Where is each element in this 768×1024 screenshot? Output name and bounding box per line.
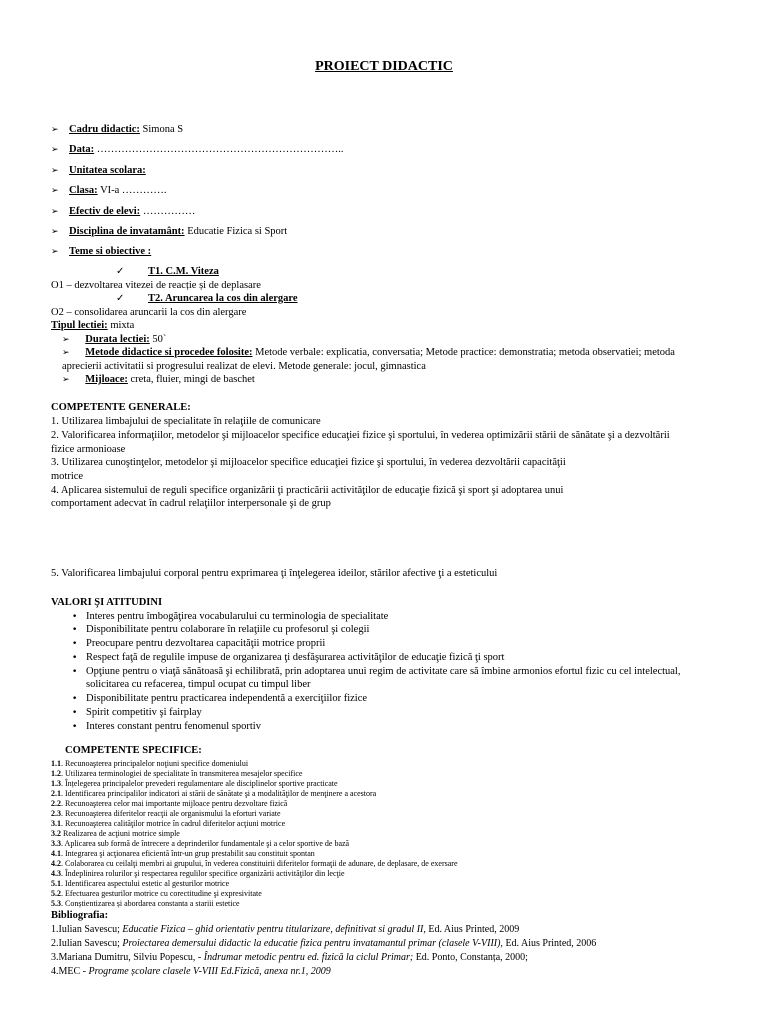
general-competence-line: 3. Utilizarea cunoştinţelor, metodelor şi mijloacelor specifice educaţiei fizice şi sportului, în vederea dezvoltării capacităţii (51, 457, 566, 468)
specific-competences-heading: COMPETENTE SPECIFICE: (65, 745, 202, 756)
theme-2: ✓ T2. Aruncarea la cos din alergare (116, 293, 298, 304)
bullet-icon: • (72, 653, 78, 663)
header-item-clasa: ➢ Clasa: VI-a …………. (51, 185, 167, 196)
arrow-bullet-icon: ➢ (51, 145, 59, 155)
bullet-icon: • (72, 625, 78, 635)
arrow-bullet-icon: ➢ (62, 348, 70, 358)
lesson-methods: ➢ Metode didactice si procedee folosite: Metode verbale: explicatia, conversatia; Metode practice: demonstratia; metoda observatiei; metoda (62, 347, 675, 358)
arrow-bullet-icon: ➢ (62, 335, 70, 345)
bullet-icon: • (72, 722, 78, 732)
general-competences-heading: COMPETENTE GENERALE: (51, 402, 191, 413)
list-item: 2.1. Identificarea principalilor indicatori ai stării de sănătate şi a modalităţilor de menţinere a acestora (51, 789, 377, 798)
bibliography-entry: 4.MEC - Programe școlare clasele V-VIII Ed.Fizică, anexa nr.1, 2009 (51, 966, 331, 977)
theme-1: ✓ T1. C.M. Viteza (116, 266, 219, 277)
bullet-icon: • (72, 612, 78, 622)
bullet-icon: • (72, 639, 78, 649)
list-item: • Preocupare pentru dezvoltarea capacităţii motrice proprii (72, 638, 326, 649)
header-item-teme: ➢ Teme si obiective : (51, 246, 152, 257)
objective-1: O1 – dezvoltarea vitezei de reacție și de deplasare (51, 280, 261, 291)
header-item-efectiv: ➢ Efectiv de elevi: …………… (51, 206, 196, 217)
list-item: 2.2. Recunoaşterea celor mai importante mijloace pentru dezvoltare fizică (51, 799, 288, 808)
bibliography-heading: Bibliografia: (51, 910, 109, 921)
list-item: 5.3. Conștientizarea și abordarea constanta a stariii estetice (51, 899, 240, 908)
arrow-bullet-icon: ➢ (51, 125, 59, 135)
arrow-bullet-icon: ➢ (51, 186, 59, 196)
checkmark-icon: ✓ (116, 266, 125, 277)
general-competence-line: motrice (51, 471, 84, 482)
list-item: • Spirit competitiv şi fairplay (72, 707, 202, 718)
specific-competences-list (51, 759, 458, 909)
list-item-continuation: solicitarea cu refacerea, timpul ocupat cu timpul liber (86, 679, 311, 690)
general-competence-line: 4. Aplicarea sistemului de reguli specifice organizării ţi practicării activităţilor de educaţie fizică şi sport şi adoptarea unui (51, 485, 564, 496)
lesson-type: Tipul lectiei: mixta (51, 320, 135, 331)
arrow-bullet-icon: ➢ (51, 247, 59, 257)
list-item: • Disponibilitate pentru practicarea independentă a exerciţiilor fizice (72, 693, 368, 704)
header-item-unitatea: ➢ Unitatea scolara: (51, 165, 146, 176)
list-item: 2.3. Recunoaşterea diferitelor reacţii ale organismului la eforturi variate (51, 809, 281, 818)
list-item: • Interes pentru îmbogăţirea vocabularului cu terminologia de specialitate (72, 611, 389, 622)
list-item: • Disponibilitate pentru colaborare în relaţiile cu profesorul şi colegii (72, 624, 370, 635)
list-item: 1.1. Recunoaşterea principalelor noţiuni specifice domeniului (51, 759, 249, 768)
list-item: 1.2. Utilizarea terminologiei de specialitate în transmiterea mesajelor specifice (51, 769, 303, 778)
list-item: 4.1. Integrarea şi acţionarea eficientă într-un grup prestabilit sau constituit spontan (51, 849, 315, 858)
lesson-methods-cont: aprecierii activitatii si progresului realizat de elevi. Metode generale: jocul, gimnastica (62, 361, 426, 372)
list-item: 5.1. Identificarea aspectului estetic al gesturilor motrice (51, 879, 230, 888)
document-title: PROIECT DIDACTIC (315, 59, 453, 74)
list-item: 4.2. Colaborarea cu ceilalţi membri ai grupului, în vederea constituirii diferitelor formaţii de adunare, de deplasare, de exersare (51, 859, 458, 868)
general-competence-line: 1. Utilizarea limbajului de specialitate în relaţiile de comunicare (51, 416, 321, 427)
list-item: 3.3. Aplicarea sub formă de întrecere a deprinderilor fundamentale şi a celor sportive de bază (51, 839, 350, 848)
arrow-bullet-icon: ➢ (51, 227, 59, 237)
values-heading: VALORI ŞI ATITUDINI (51, 597, 163, 608)
general-competence-line: comportament adecvat în cadrul relaţiilor interpersonale şi de grup (51, 498, 331, 509)
bullet-icon: • (72, 667, 78, 677)
header-item-disciplina: ➢ Disciplina de invatamânt: Educatie Fizica si Sport (51, 226, 288, 237)
list-item: 3.1. Recunoaşterea calităţilor motrice în cadrul diferitelor acţiuni motrice (51, 819, 286, 828)
bibliography-entry: 3.Mariana Dumitru, Silviu Popescu, - Îndrumar metodic pentru ed. fizică la ciclul Primar; Ed. Ponto, Constanța, 2000; (51, 952, 528, 963)
list-item: 5.2. Efectuarea gesturilor motrice cu corectitudine şi expresivitate (51, 889, 262, 898)
bullet-icon: • (72, 708, 78, 718)
bullet-icon: • (72, 694, 78, 704)
list-item: 4.3. Îndeplinirea rolurilor şi respectarea regulilor specifice organizării activităţilor din lecţie (51, 869, 345, 878)
arrow-bullet-icon: ➢ (51, 166, 59, 176)
lesson-duration: ➢ Durata lectiei: 50` (62, 334, 167, 345)
bibliography-entry: 1.Iulian Savescu; Educatie Fizica – ghid orientativ pentru titularizare, definitivat si gradul II, Ed. Aius Printed, 2009 (51, 924, 520, 935)
list-item: • Respect faţă de regulile impuse de organizarea ţi desfăşurarea activităţilor de educaţie fizică ţi sport (72, 652, 505, 663)
arrow-bullet-icon: ➢ (51, 207, 59, 217)
objective-2: O2 – consolidarea aruncarii la cos din alergare (51, 307, 247, 318)
list-item: 1.3. Înțelegerea principalelor prevederi regulamentare ale disciplinelor sportive practicate (51, 779, 338, 788)
list-item: • Opţiune pentru o viaţă sănătoasă şi echilibrată, prin adoptarea unui regim de activitate care să îmbine armonios efortul fizic cu cel intelectual, (72, 666, 681, 677)
lesson-materials: ➢ Mijloace: creta, fluier, mingi de baschet (62, 374, 255, 385)
arrow-bullet-icon: ➢ (62, 375, 70, 385)
general-competence-5: 5. Valorificarea limbajului corporal pentru exprimarea ţi înţelegerea ideilor, stărilor afective ţi a esteticului (51, 568, 498, 579)
bibliography-entry: 2.Iulian Savescu; Proiectarea demersului didactic la educatie fizica pentru invatamantul primar (clasele V-VIII), Ed. Aius Printed, 2006 (51, 938, 597, 949)
list-item: • Interes constant pentru fenomenul sportiv (72, 721, 261, 732)
general-competence-line: fizice armonioase (51, 444, 126, 455)
header-item-data: ➢ Data: …………………………………………………………….. (51, 144, 344, 155)
header-item-cadru: ➢ Cadru didactic: Simona S (51, 124, 184, 135)
list-item: 3.2 Realizarea de acţiuni motrice simple (51, 829, 180, 838)
checkmark-icon: ✓ (116, 293, 125, 304)
general-competence-line: 2. Valorificarea informaţiilor, metodelor şi mijloacelor specifice educaţiei fizice şi sportului, în vederea optimizării stării de sănătate şi a dezvoltării (51, 430, 670, 441)
